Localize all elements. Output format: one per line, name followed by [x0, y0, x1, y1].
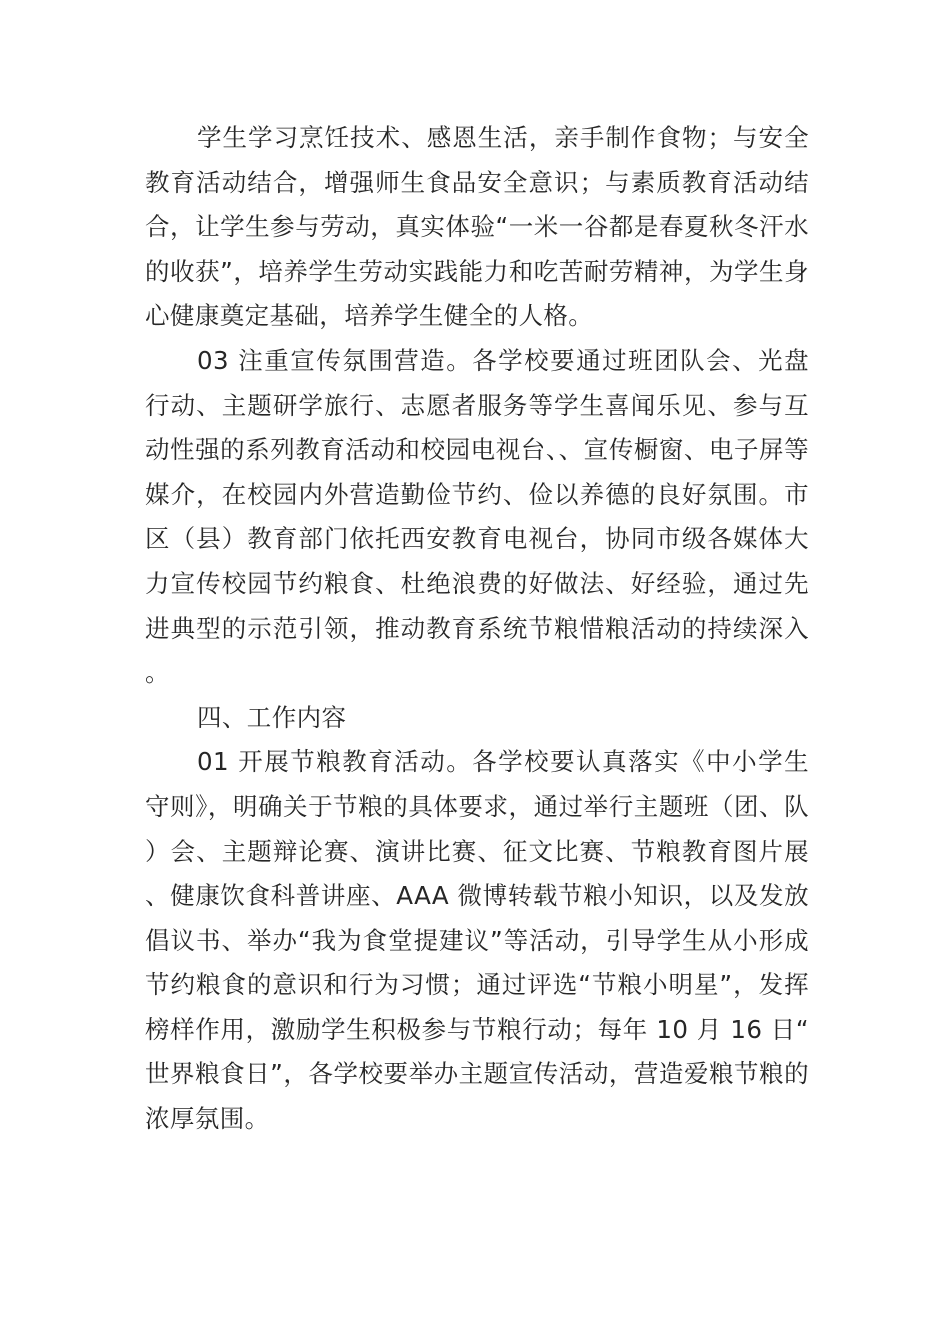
- paragraph-grain-saving-activities: 01 开展节粮教育活动。各学校要认真落实《中小学生守则》，明确关于节粮的具体要求，通过举行主题班（团、队）会、主题辩论赛、演讲比赛、征文比赛、节粮教育图片展、健康饮食科普讲座、AAA 微博转载节粮小知识，以及发放倡议书、举办“我为食堂提建议”等活动，引导学生从小形成节约粮食的意识和行为习惯；通过评选“节粮小明星”，发挥榜样作用，激励学生积极参与节粮行动；每年 10 月 16 日“世界粮食日”，各学校要举办主题宣传活动，营造爱粮节粮的浓厚氛围。: [145, 747, 809, 1134]
- document-body: [145, 116, 809, 1142]
- paragraph-publicity-atmosphere: 03 注重宣传氛围营造。各学校要通过班团队会、光盘行动、主题研学旅行、志愿者服务等学生喜闻乐见、参与互动性强的系列教育活动和校园电视台、、宣传橱窗、电子屏等媒介，在校园内外营造勤俭节约、俭以养德的良好氛围。市区（县）教育部门依托西安教育电视台，协同市级各媒体大力宣传校园节约粮食、杜绝浪费的好做法、好经验，通过先进典型的示范引领，推动教育系统节粮惜粮活动的持续深入。: [145, 345, 809, 688]
- section-heading-work-content: 四、工作内容: [197, 702, 347, 732]
- paragraph-cooking-education: 学生学习烹饪技术、感恩生活，亲手制作食物；与安全教育活动结合，增强师生食品安全意识；与素质教育活动结合，让学生参与劳动，真实体验“一米一谷都是春夏秋冬汗水的收获”，培养学生劳动实践能力和吃苦耐劳精神，为学生身心健康奠定基础，培养学生健全的人格。: [145, 123, 809, 331]
